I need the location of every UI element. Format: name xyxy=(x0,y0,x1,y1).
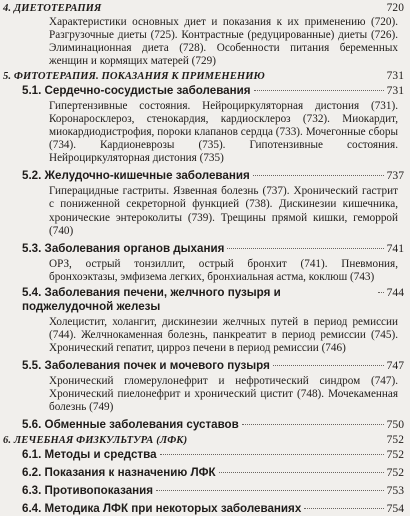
page-number: 752 xyxy=(386,433,404,446)
toc-section-6-4[interactable] xyxy=(3,502,404,516)
dot-leader xyxy=(156,490,384,491)
chapter-title: 4. ДИЕТОТЕРАПИЯ xyxy=(3,3,102,14)
dot-leader xyxy=(242,424,384,425)
dot-leader xyxy=(378,292,384,293)
dot-leader xyxy=(273,365,384,366)
section-5-3-description: ОРЗ, острый тонзиллит, острый бронхит (741). Пневмония, бронхоэктазы, эмфизема легких, бронхиальная астма, коклюш (743) xyxy=(49,257,398,283)
toc-section-5-2[interactable] xyxy=(3,169,404,183)
page-number: 747 xyxy=(386,358,404,372)
section-title: 5.2. Желудочно-кишечные заболевания xyxy=(22,169,250,183)
toc-section-5-6[interactable] xyxy=(3,418,404,432)
section-title: 5.1. Сердечно-сосудистые заболевания xyxy=(22,84,251,98)
dot-leader xyxy=(253,175,384,176)
chapter-title: 5. ФИТОТЕРАПИЯ. ПОКАЗАНИЯ К ПРИМЕНЕНИЮ xyxy=(3,71,265,83)
toc-section-6-2[interactable] xyxy=(3,466,404,480)
section-title: 6.1. Методы и средства xyxy=(22,447,157,461)
page-number: 753 xyxy=(386,483,404,497)
toc-section-5-4[interactable] xyxy=(3,286,404,314)
page-number: 731 xyxy=(386,70,404,83)
toc-section-5-1[interactable] xyxy=(3,84,404,98)
page-number: 731 xyxy=(386,84,404,98)
page-number: 720 xyxy=(386,2,404,14)
section-5-1-description: Гипертензивные состояния. Нейроциркуляторная дистония (731). Коронаросклероз, стенокардия, кардиосклероз (732). Миокардит, миокардиодистрофия, пороки клапанов сердца (733). Мочегонные сборы (734). Кардионеврозы (735). Гипотензивные состояния. Нейроциркуляторная дистония (735) xyxy=(49,100,398,165)
dot-leader xyxy=(254,90,384,91)
section-title: 6.2. Показания к назначению ЛФК xyxy=(22,465,216,479)
page-number: 750 xyxy=(386,417,404,431)
section-title: 6.3. Противопоказания xyxy=(22,483,154,497)
dot-leader xyxy=(219,472,384,473)
toc-chapter-5[interactable] xyxy=(3,70,404,82)
section-title: 5.6. Обменные заболевания суставов xyxy=(22,417,239,431)
section-title: 5.5. Заболевания почек и мочевого пузыря xyxy=(22,358,270,372)
section-5-2-description: Гиперацидные гастриты. Язвенная болезнь (737). Хронический гастрит с пониженной секреторной функцией (738). Дискинезии кишечника, хронические энтероколиты (739). Трещины прямой кишки, геморрой (740) xyxy=(49,185,398,237)
page-number: 737 xyxy=(386,169,404,183)
dot-leader xyxy=(227,248,383,249)
dot-leader xyxy=(160,454,384,455)
page-number: 754 xyxy=(386,501,404,515)
toc-section-5-3[interactable] xyxy=(3,242,404,256)
chapter-4-description: Характеристики основных диет и показания к их применению (720). Разгрузочные диеты (725). Контрастные (редуцированные) диеты (726). Элиминационная диета (728). Особенности питания беременных женщин и кормящих матерей (729) xyxy=(49,16,398,68)
chapter-title: 6. ЛЕЧЕБНАЯ ФИЗКУЛЬТУРА (ЛФК) xyxy=(3,434,188,446)
page-number: 741 xyxy=(386,241,404,255)
toc-section-6-3[interactable] xyxy=(3,484,404,498)
dot-leader xyxy=(304,508,383,509)
section-title: 6.4. Методика ЛФК при некоторых заболеваниях xyxy=(22,501,302,515)
section-title: 5.4. Заболевания печени, желчного пузыря и поджелудочной железы xyxy=(22,285,281,313)
toc-chapter-4[interactable] xyxy=(3,2,404,14)
section-5-4-description: Холецистит, холангит, дискинезии желчных путей в период ремиссии (744). Желчнокаменная болезнь, панкреатит в период ремиссии (745). Хронический гепатит, цирроз печени в период ремиссии (746) xyxy=(49,315,398,354)
toc-chapter-6[interactable] xyxy=(3,434,404,446)
toc-section-6-1[interactable] xyxy=(3,448,404,462)
toc-section-5-5[interactable] xyxy=(3,359,404,373)
section-title: 5.3. Заболевания органов дыхания xyxy=(22,241,225,255)
page-number: 744 xyxy=(386,285,404,299)
page-number: 752 xyxy=(386,447,404,461)
section-5-5-description: Хронический гломерулонефрит и нефротический синдром (747). Хронический пиелонефрит и хронический цистит (748). Мочекаменная болезнь (749) xyxy=(49,374,398,413)
page-number: 752 xyxy=(386,465,404,479)
